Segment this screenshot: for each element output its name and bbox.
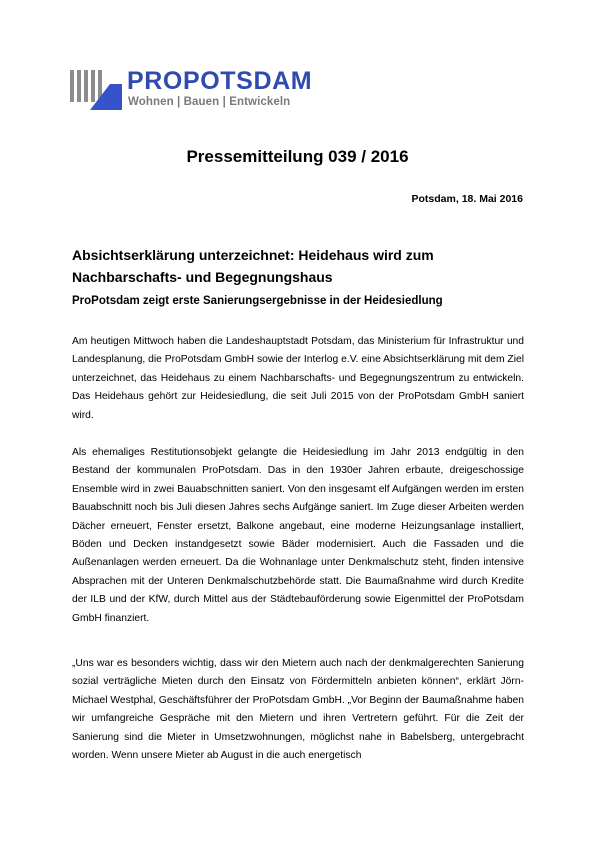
- body-paragraph-2: Als ehemaliges Restitutionsobjekt gelangte die Heidesiedlung im Jahr 2013 endgültig in den Bestand der kommunalen ProPotsdam. Das in den 1930er Jahren erbaute, dreigeschossige Ensemble wird in zwei Bauabschnitten saniert. Von den insgesamt elf Aufgängen werden im ersten Bauabschnitt noch bis Juli diesen Jahres sechs Aufgänge saniert. Im Zuge dieser Arbeiten werden Dächer erneuert, Fenster ersetzt, Balkone angebaut, eine moderne Heizungsanlage installiert, Böden und Decken instandgesetzt sowie Bäder modernisiert. Auch die Fassaden und die Außenanlagen werden erneuert. Da die Wohnanlage unter Denkmalschutz steht, finden intensive Absprachen mit der Unteren Denkmalschutzbehörde statt. Die Baumaßnahme wird durch Kredite der ILB und der KfW, durch Mittel aus der Städtebauförderung sowie Eigenmittel der ProPotsdam GmbH finanziert.: [72, 447, 524, 624]
- body-paragraph-3: „Uns war es besonders wichtig, dass wir den Mietern auch nach der denkmalgerechten Sanierung sozial verträgliche Mieten durch den Einsatz von Fördermitteln anbieten können“, erklärt Jörn-Michael Westphal, Geschäftsführer der ProPotsdam GmbH. „Vor Beginn der Baumaßnahme haben wir umfangreiche Gespräche mit den Mietern und ihren Vertretern geführt. Für die Zeit der Sanierung sind die Mieter in Umsetzwohnungen, möglichst nahe in Babelsberg, untergebracht worden. Wenn unsere Mieter ab August in die auch energetisch: [72, 658, 524, 762]
- subheadline: ProPotsdam zeigt erste Sanierungsergebnisse in der Heidesiedlung: [72, 295, 443, 307]
- logo-name-potsdam: POTSDAM: [182, 67, 313, 95]
- press-release-title: Pressemitteilung 039 / 2016: [186, 147, 409, 166]
- logo-name-pro: PRO: [127, 67, 183, 95]
- propotsdam-logo: [70, 66, 313, 112]
- logo-name: [127, 66, 312, 96]
- date-line: Potsdam, 18. Mai 2016: [411, 193, 523, 205]
- logo-tagline: Wohnen | Bauen | Entwickeln: [128, 96, 291, 108]
- logo-mark-icon: [70, 70, 122, 110]
- body-paragraph-1: Am heutigen Mittwoch haben die Landeshauptstadt Potsdam, das Ministerium für Infrastruktur und Landesplanung, die ProPotsdam GmbH sowie der Interlog e.V. eine Absichtserklärung mit dem Ziel unterzeichnet, das Heidehaus zu einem Nachbarschafts- und Begegnungszentrum zu entwickeln. Das Heidehaus gehört zur Heidesiedlung, die seit Juli 2015 von der ProPotsdam GmbH saniert wird.: [72, 336, 524, 421]
- headline: Absichtserklärung unterzeichnet: Heidehaus wird zum Nachbarschafts- und Begegnungshaus: [72, 247, 434, 285]
